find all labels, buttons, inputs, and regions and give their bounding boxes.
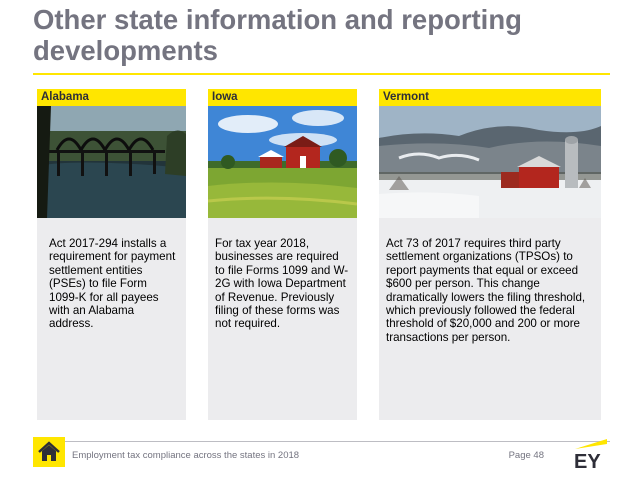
page-number: Page 48 — [508, 450, 544, 461]
state-text-vermont: Act 73 of 2017 requires third party settlement organizations (TPSOs) to report payments that equal or exceed $600 per person. This change dramatically lowers the filing threshold, which previously followed the federal threshold of $20,000 and 200 or more transactions per person. — [386, 237, 586, 344]
state-text-iowa: For tax year 2018, businesses are required to file Forms 1099 and W-2G with Iowa Department of Revenue. Previously filing of these forms was not required. — [215, 237, 349, 331]
state-heading-vermont: Vermont — [379, 89, 601, 106]
state-panel-iowa — [208, 89, 357, 420]
state-panel-alabama — [37, 89, 186, 420]
ey-logo — [572, 437, 608, 471]
farm-barn-photo — [208, 106, 357, 218]
state-heading-alabama: Alabama — [37, 89, 186, 106]
home-icon — [33, 437, 65, 467]
state-heading-iowa: Iowa — [208, 89, 357, 106]
svg-text:EY: EY — [574, 451, 601, 471]
title-underline — [33, 73, 610, 75]
home-button[interactable] — [33, 437, 65, 467]
slide-title: Other state information and reporting developments — [33, 4, 522, 66]
river-bridge-photo — [37, 106, 186, 218]
footer-caption: Employment tax compliance across the states in 2018 — [72, 450, 300, 461]
state-text-alabama: Act 2017-294 installs a requirement for payment settlement entities (PSEs) to file Form 1099-K for all payees with an Alabama address. — [49, 237, 176, 331]
snowy-barn-photo — [379, 106, 601, 218]
footer-divider — [33, 441, 610, 442]
state-panel-vermont — [379, 89, 601, 420]
